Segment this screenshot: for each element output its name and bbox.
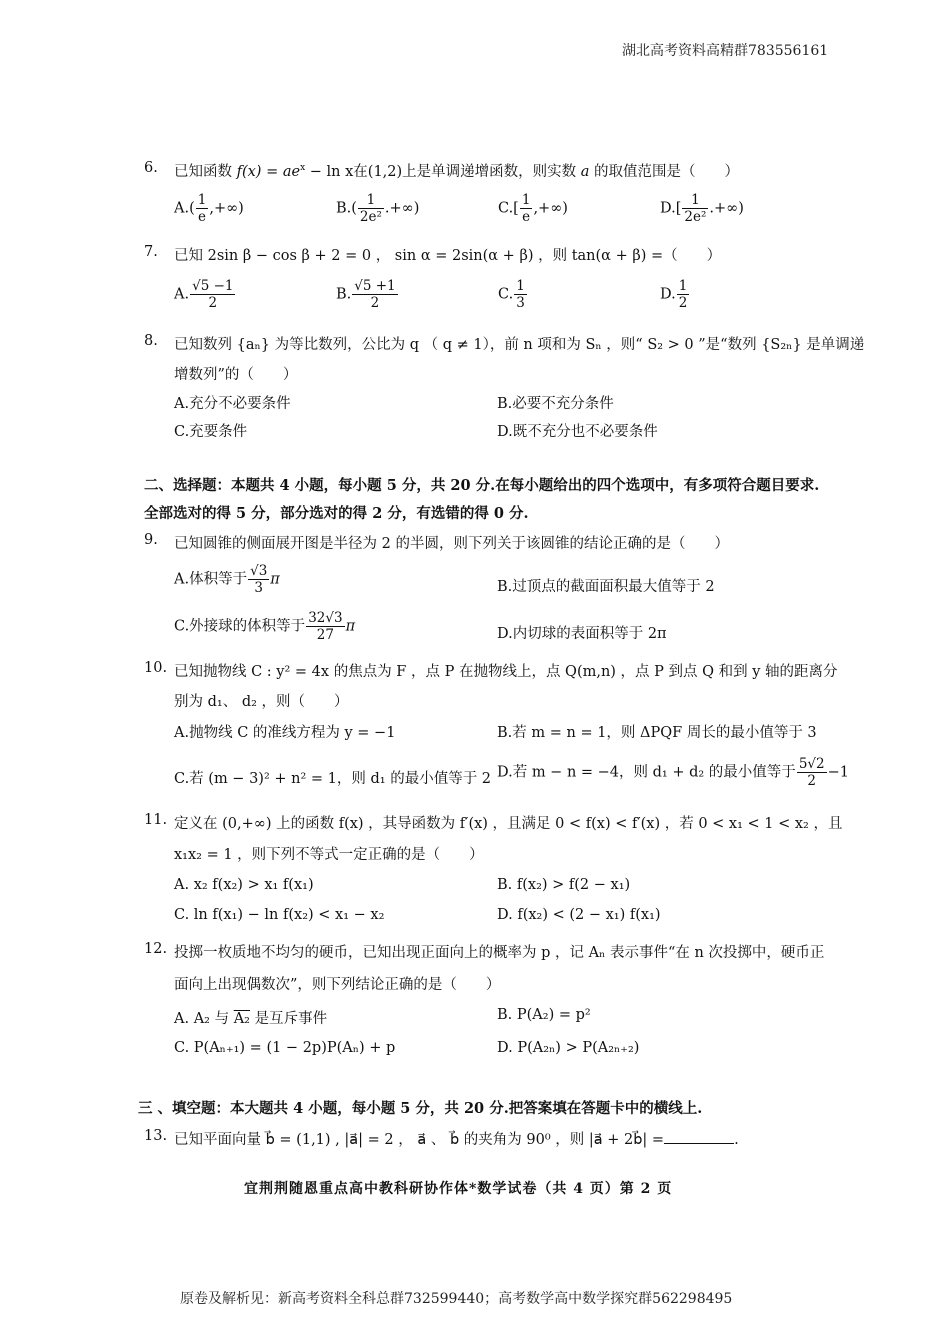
q6-stem: 已知函数 $f(x) = ae^x - \ln x$在(1,2)上是单调递增函数，则实数 a 的取值范围是（ ） <box>174 163 740 180</box>
q12-option-b: B. P(A₂) = p² <box>497 1007 591 1023</box>
page-info: 宜荆荆随恩重点高中教科研协作体*数学试卷（共 4 页）第 2 页 <box>244 1181 673 1197</box>
q10-stem-line2: 别为 d₁、 d₂ ，则（ ） <box>174 694 349 710</box>
q11-option-d: D. f(x₂) < (2 − x₁) f(x₁) <box>497 907 661 923</box>
q13-number: 13. <box>144 1128 168 1144</box>
q10-option-c: C.若 (m − 3)² + n² = 1，则 d₁ 的最小值等于 2 <box>174 771 492 787</box>
q6-option-b: B.( $\frac{1}{\text{2e²}}$ .+∞) <box>336 192 420 226</box>
q6-option-c: C.[ $\frac{1}{e}$ ,+∞) <box>498 192 568 226</box>
q12-stem-line2: 面向上出现偶数次”，则下列结论正确的是（ ） <box>174 977 501 993</box>
q9-number: 9. <box>144 532 158 548</box>
q11-stem-line1: 定义在 (0,+∞) 上的函数 f(x) ，其导函数为 f′(x) ，且满足 0 < f(x) < f′(x) ，若 0 < x₁ < 1 < x₂ ，且 <box>174 816 843 832</box>
q9-option-c: C.外接球的体积等于 $\frac{32√3}{27}$ π <box>174 610 356 644</box>
q12-number: 12. <box>144 941 168 957</box>
q12-option-a: A. A₂ 与 A₂ 是互斥事件 <box>174 1011 328 1027</box>
q12-option-d: D. P(A₂ₙ) > P(A₂ₙ₊₂) <box>497 1040 640 1056</box>
q13-stem: 已知平面向量 b⃗ = (1,1) , |a⃗| = 2 ， a⃗ 、 b⃗ 的夹角为 90⁰ ，则 |a⃗ + 2b⃗| = . <box>174 1132 739 1148</box>
q7-number: 7. <box>144 244 158 260</box>
q6-option-a: A.( $\frac{1}{e}$ ,+∞) <box>174 192 244 226</box>
q8-option-c: C.充要条件 <box>174 424 248 440</box>
q10-number: 10. <box>144 660 168 676</box>
q11-option-c: C. ln f(x₁) − ln f(x₂) < x₁ − x₂ <box>174 907 385 923</box>
q6-number: 6. <box>144 160 158 176</box>
q9-option-d: D.内切球的表面积等于 2π <box>497 626 667 642</box>
q7-stem: 已知 2sin β − cos β + 2 = 0 ， sin α = 2sin(α + β) ，则 tan(α + β) =（ ） <box>174 248 722 264</box>
q7-option-c: C. $\frac{1}{3}$ <box>498 278 525 312</box>
header-watermark: 湖北高考资料高精群783556161 <box>622 43 829 59</box>
q13-answer-blank <box>664 1131 734 1144</box>
section-2-heading: 二、选择题：本题共 4 小题，每小题 5 分，共 20 分.在每小题给出的四个选项中，有多项符合题目要求. <box>144 477 820 494</box>
q7-option-a: A. $\frac{√5 -1}{2}$ <box>174 278 234 312</box>
q8-option-a: A.充分不必要条件 <box>174 396 291 412</box>
q8-option-d: D.既不充分也不必要条件 <box>497 424 658 440</box>
q10-option-b: B.若 m = n = 1，则 ΔPQF 周长的最小值等于 3 <box>497 725 817 741</box>
q11-stem-line2: x₁x₂ = 1 ，则下列不等式一定正确的是（ ） <box>174 847 484 863</box>
q8-number: 8. <box>144 333 158 349</box>
q10-option-a: A.抛物线 C 的准线方程为 y = −1 <box>174 725 396 741</box>
q9-stem: 已知圆锥的侧面展开图是半径为 2 的半圆，则下列关于该圆锥的结论正确的是（ ） <box>174 536 729 552</box>
q8-option-b: B.必要不充分条件 <box>497 396 614 412</box>
q11-option-b: B. f(x₂) > f(2 − x₁) <box>497 877 631 893</box>
q10-option-d: D.若 m − n = −4，则 d₁ + d₂ 的最小值等于 $\frac{5√2}{2}$ −1 <box>497 756 849 790</box>
q12-option-c: C. P(Aₙ₊₁) = (1 − 2p)P(Aₙ) + p <box>174 1040 396 1056</box>
footer-watermark: 原卷及解析见：新高考资料全科总群732599440；高考数学高中数学探究群562298495 <box>180 1291 733 1307</box>
q7-option-b: B. $\frac{√5 +1}{2}$ <box>336 278 396 312</box>
q7-option-d: D. $\frac{1}{2}$ <box>660 278 688 312</box>
q9-option-b: B.过顶点的截面面积最大值等于 2 <box>497 579 715 595</box>
section-3-heading: 三 、填空题：本大题共 4 小题，每小题 5 分，共 20 分.把答案填在答题卡中的横线上. <box>138 1100 703 1117</box>
q8-stem-line1: 已知数列 {aₙ} 为等比数列，公比为 q （ q ≠ 1），前 n 项和为 Sₙ ，则“ S₂ > 0 ”是“数列 {S₂ₙ} 是单调递 <box>174 337 865 353</box>
q11-option-a: A. x₂ f(x₂) > x₁ f(x₁) <box>174 877 314 893</box>
q8-stem-line2: 增数列”的（ ） <box>174 367 298 383</box>
q6-option-d: D.[ $\frac{1}{\text{2e²}}$ .+∞) <box>660 192 744 226</box>
section-2-instructions: 全部选对的得 5 分，部分选对的得 2 分，有选错的得 0 分. <box>144 505 529 522</box>
q9-option-a: A.体积等于 $\frac{√3}{3}$ π <box>174 563 280 597</box>
q10-stem-line1: 已知抛物线 C : y² = 4x 的焦点为 F ，点 P 在抛物线上，点 Q(m,n) ，点 P 到点 Q 和到 y 轴的距离分 <box>174 664 838 680</box>
q11-number: 11. <box>144 812 168 828</box>
q12-stem-line1: 投掷一枚质地不均匀的硬币，已知出现正面向上的概率为 p ，记 Aₙ 表示事件“在 n 次投掷中，硬币正 <box>174 945 825 961</box>
